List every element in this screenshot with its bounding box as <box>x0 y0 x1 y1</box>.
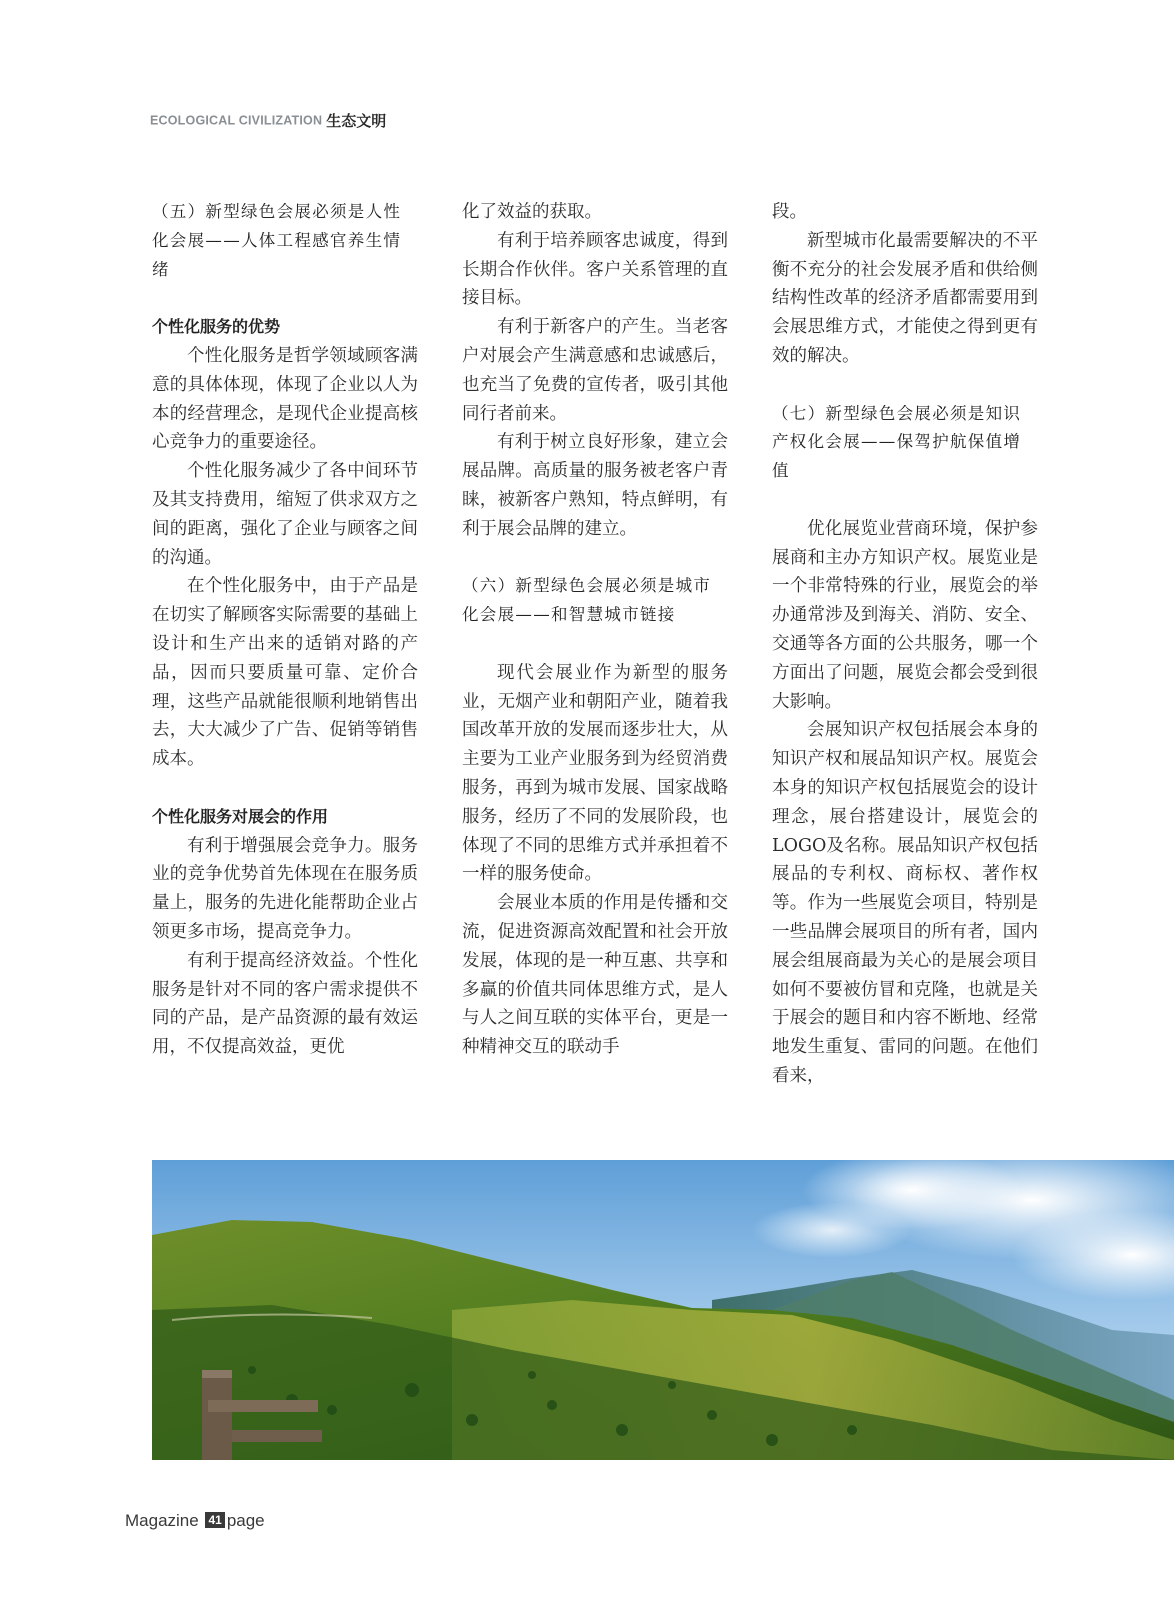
paragraph: 段。 <box>772 202 807 222</box>
heading-section-5: （五）新型绿色会展必须是人性化会展——人体工程感官养生情绪 <box>152 202 402 279</box>
heading-section-7: （七）新型绿色会展必须是知识产权化会展——保驾护航保值增值 <box>772 403 1022 481</box>
paragraph: 现代会展业作为新型的服务业，无烟产业和朝阳产业，随着我国改革开放的发展而逐步壮大，从主要为工业产业服务到为经贸消费服务，再到为城市发展、国家战略服务，经历了不同的发展阶段，也体现了不同的思维方式并承担着不一样的服务使命。 <box>462 662 728 885</box>
paragraph: 有利于培养顾客忠诚度，得到长期合作伙伴。客户关系管理的直接目标。 <box>462 230 728 309</box>
paragraph: 有利于新客户的产生。当老客户对展会产生满意感和忠诚感后，也充当了免费的宣传者，吸引其他同行者前来。 <box>462 317 728 424</box>
paragraph: 化了效益的获取。 <box>462 202 602 222</box>
paragraph: 优化展览业营商环境，保护参展商和主办方知识产权。展览业是一个非常特殊的行业，展览会的举办通常涉及到海关、消防、安全、交通等各方面的公共服务，哪一个方面出了问题，展览会都会受到很大影响。 <box>772 518 1038 712</box>
text-column-1 <box>152 198 418 1062</box>
footer-magazine: Magazine <box>125 1511 199 1530</box>
paragraph: 个性化服务减少了各中间环节及其支持费用，缩短了供求双方之间的距离，强化了企业与顾客之间的沟通。 <box>152 461 418 568</box>
subheading-advantages: 个性化服务的优势 <box>152 317 281 337</box>
mountain-landscape-photo <box>152 1160 1174 1460</box>
paragraph: 在个性化服务中，由于产品是在切实了解顾客实际需要的基础上设计和生产出来的适销对路的产品，因而只要质量可靠、定价合理，这些产品就能很顺利地销售出去，大大减少了广告、促销等销售成本。 <box>152 576 418 770</box>
paragraph: 会展业本质的作用是传播和交流，促进资源高效配置和社会开放发展，体现的是一种互惠、共享和多赢的价值共同体思维方式，是人与人之间互联的实体平台，更是一种精神交互的联动手 <box>462 893 728 1058</box>
text-column-3 <box>772 198 1038 1091</box>
section-title-en: ECOLOGICAL CIVILIZATION <box>150 113 323 128</box>
paragraph: 有利于增强展会竞争力。服务业的竞争优势首先体现在在服务质量上，服务的先进化能帮助企业占领更多市场，提高竞争力。 <box>152 835 418 942</box>
subheading-role: 个性化服务对展会的作用 <box>152 806 329 826</box>
paragraph: 有利于提高经济效益。个性化服务是针对不同的客户需求提供不同的产品，是产品资源的最有效运用，不仅提高效益，更优 <box>152 950 418 1058</box>
paragraph: 新型城市化最需要解决的不平衡不充分的社会发展矛盾和供给侧结构性改革的经济矛盾都需要用到会展思维方式，才能使之得到更有效的解决。 <box>772 230 1038 366</box>
running-header <box>150 110 386 130</box>
footer-page: page <box>226 1511 265 1530</box>
paragraph: 个性化服务是哲学领域顾客满意的具体体现，体现了企业以人为本的经营理念，是现代企业提高核心竞争力的重要途径。 <box>152 345 418 453</box>
section-title-zh: 生态文明 <box>326 112 387 130</box>
paragraph: 会展知识产权包括展会本身的知识产权和展品知识产权。展览会本身的知识产权包括展览会的设计理念，展台搭建设计，展览会的LOGO及名称。展品知识产权包括展品的专利权、商标权、著作权等。作为一些展览会项目，特别是一些品牌会展项目的所有者，国内展会组展商最为关心的是展会项目如何不要被仿冒和克隆，也就是关于展会的题目和内容不断地、经常地发生重复、雷同的问题。在他们看来， <box>772 720 1038 1086</box>
heading-section-6: （六）新型绿色会展必须是城市化会展——和智慧城市链接 <box>462 576 712 625</box>
page-number: 41 <box>205 1512 224 1528</box>
paragraph: 有利于树立良好形象，建立会展品牌。高质量的服务被老客户青睐，被新客户熟知，特点鲜明，有利于展会品牌的建立。 <box>462 432 728 539</box>
page-footer <box>125 1511 265 1531</box>
text-column-2 <box>462 198 728 1062</box>
